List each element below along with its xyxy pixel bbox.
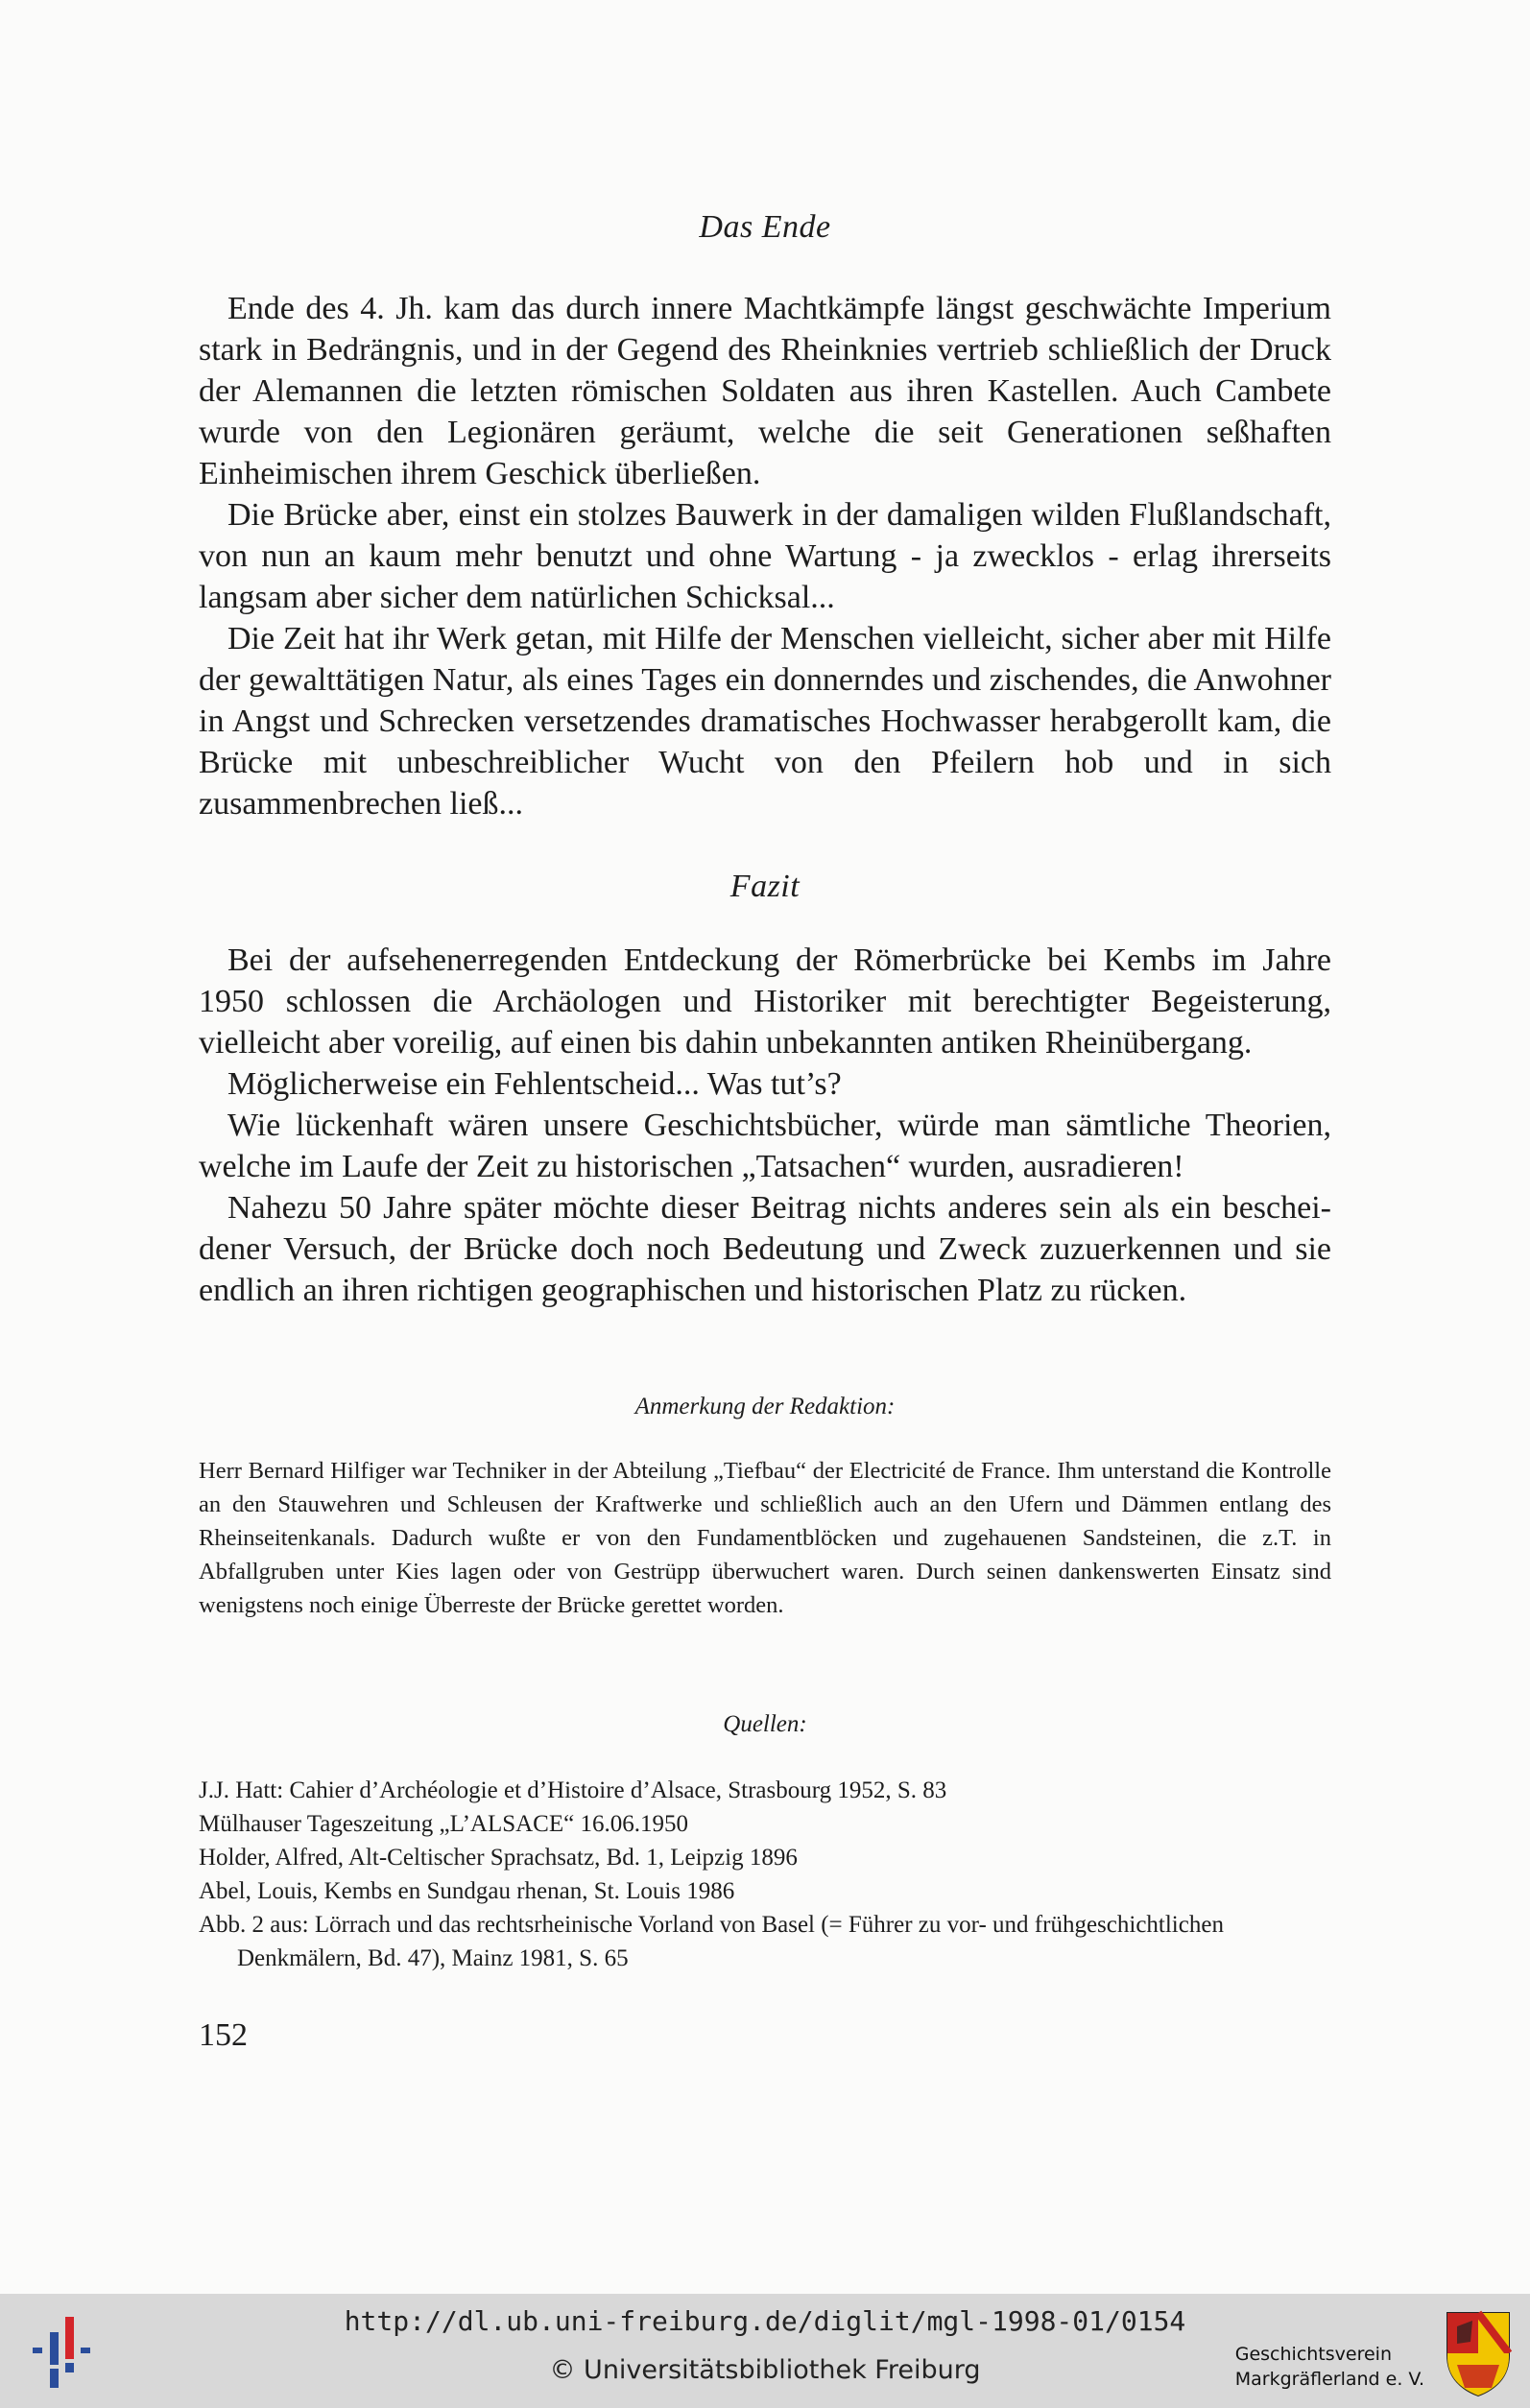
source-item: Abel, Louis, Kembs en Sundgau rhenan, St. Louis 1986 <box>199 1878 735 1904</box>
page-number: 152 <box>199 2017 248 2053</box>
paragraph: Ende des 4. Jh. kam das durch innere Machtkämpfe längst geschwächte Imperium stark in Bedrängnis, und in der Gegend des Rheinknies vertrieb schließlich der Druck der Alemannen die letzten römischen Soldaten aus ihren Kastellen. Auch Cambete wurde von den Legionären geräumt, welche die seit Generationen seßhaften Einheimischen ihrem Geschick überließen. <box>199 291 1331 491</box>
paragraph: Wie lückenhaft wären unsere Geschichtsbücher, würde man sämtliche Theorien, welche im Laufe der Zeit zu historischen „Tatsachen“ wurden, ausradieren! <box>199 1108 1331 1184</box>
section-title-fazit: Fazit <box>729 869 801 904</box>
society-name <box>1235 2342 1424 2392</box>
source-item: Abb. 2 aus: Lörrach und das rechtsrheinische Vorland von Basel (= Führer zu vor- und frühgeschichtlichen Denkmälern, Bd. 47), Mainz 1981, S. 65 <box>199 1912 1224 1971</box>
coat-of-arms-icon <box>1444 2309 1513 2397</box>
source-item: J.J. Hatt: Cahier d’Archéologie et d’Histoire d’Alsace, Strasbourg 1952, S. 83 <box>199 1777 947 1803</box>
paragraph: Bei der aufsehenerregenden Entdeckung der Römerbrücke bei Kembs im Jahre 1950 schlossen die Archäologen und Historiker mit berechtigter Begeisterung, vielleicht aber voreilig, auf einen bis dahin unbekannten antiken Rheinübergang. <box>199 942 1331 1061</box>
editorial-note-text: Herr Bernard Hilfiger war Techniker in der Abteilung „Tiefbau“ der Electricité de France. Ihm unterstand die Kontrolle an den Stauwehren und Schleusen der Kraftwerke und schließlich auch an den Ufern und Dämmen entlang des Rheinseitenkanals. Dadurch wußte er von den Fundamentblöcken und zugehauenen Sandsteinen, die z.T. in Abfallgruben unter Kies lagen oder von Gestrüpp überwuchert waren. Durch seinen dankenswerten Einsatz sind wenigstens noch einige Überreste der Brücke gerettet worden. <box>199 1458 1331 1618</box>
editorial-note-title: Anmerkung der Redaktion: <box>634 1394 896 1419</box>
paragraph: Nahezu 50 Jahre später möchte dieser Beitrag nichts anderes sein als ein bescheidener Versuch, der Brücke doch noch Bedeutung und Zweck zuzuerkennen und sie endlich an ihren richtigen geographischen und historischen Platz zu rücken. <box>199 1190 1331 1308</box>
document-url-link[interactable]: http://dl.ub.uni-freiburg.de/diglit/mgl-1998-01/0154 <box>344 2305 1186 2337</box>
footer-bar <box>0 2294 1530 2408</box>
section-das-ende-body <box>199 288 1331 824</box>
source-item: Holder, Alfred, Alt-Celtischer Sprachsatz, Bd. 1, Leipzig 1896 <box>199 1845 798 1871</box>
society-name-line2: Markgräflerland e. V. <box>1234 2369 1424 2390</box>
copyright-text: © Universitätsbibliothek Freiburg <box>549 2355 981 2385</box>
society-name-line1: Geschichtsverein <box>1234 2344 1392 2365</box>
sources-list <box>199 1774 1331 1975</box>
paragraph: Möglicherweise ein Fehlentscheid... Was tut’s? <box>227 1066 842 1102</box>
paragraph: Die Zeit hat ihr Werk getan, mit Hilfe der Menschen vielleicht, sicher aber mit Hilfe der gewalttätigen Natur, als eines Tages ein donnerndes und zischendes, die Anwohner in Angst und Schrecken versetzendes dramatisches Hochwasser herabgerollt kam, die Brücke mit unbeschreiblicher Wucht von den Pfeilern hob und in sich zusammenbrechen ließ... <box>199 621 1331 822</box>
section-title-das-ende: Das Ende <box>699 209 831 245</box>
source-item: Mülhauser Tageszeitung „L’ALSACE“ 16.06.1950 <box>199 1811 688 1837</box>
paragraph: Die Brücke aber, einst ein stolzes Bauwerk in der damaligen wilden Flußlandschaft, von nun an kaum mehr benutzt und ohne Wartung - ja zwecklos - erlag ihrerseits langsam aber sicher dem natürlichen Schicksal... <box>199 497 1331 615</box>
sources-title: Quellen: <box>723 1711 807 1737</box>
section-fazit-body <box>199 940 1331 1311</box>
